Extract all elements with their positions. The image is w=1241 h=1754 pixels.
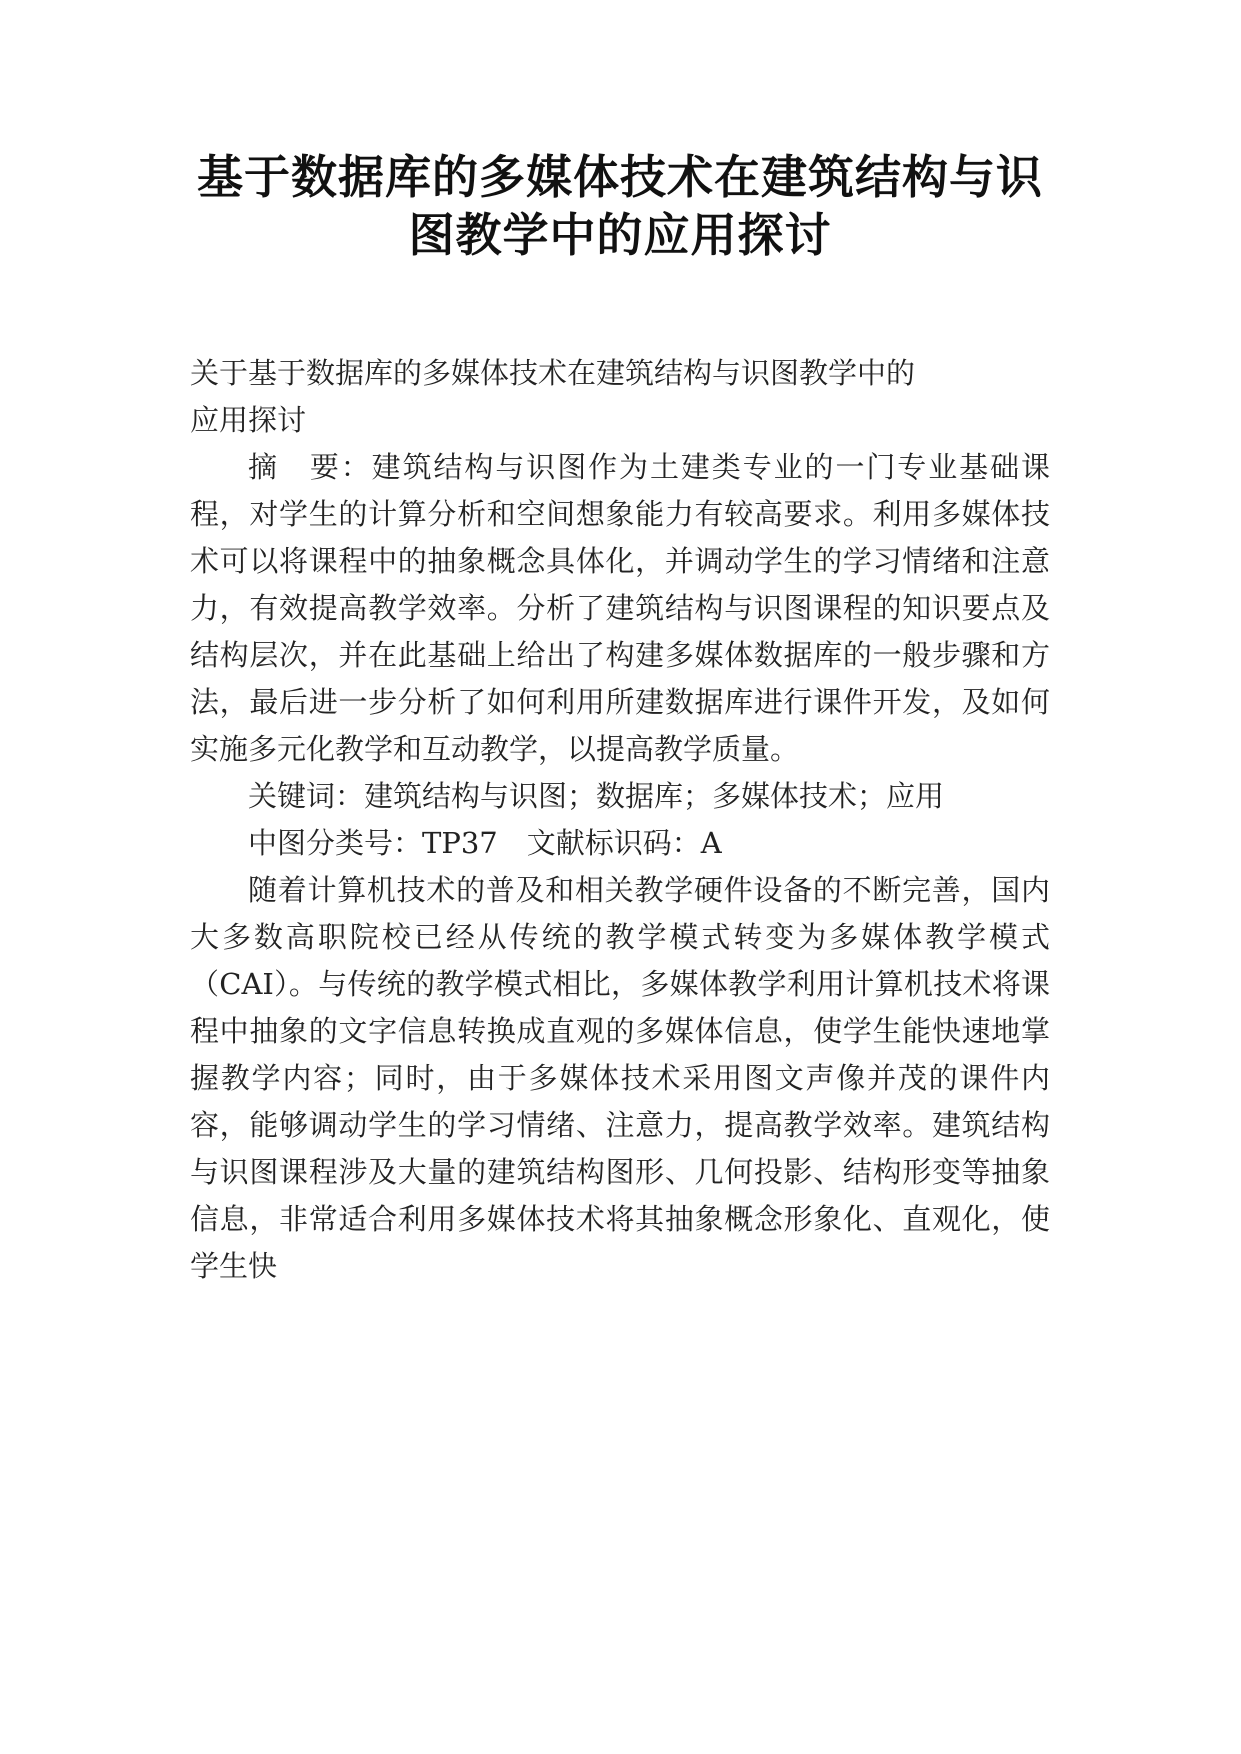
- document-body: [190, 350, 1050, 1290]
- document-title: [180, 148, 1060, 264]
- intro-line-1: 关于基于数据库的多媒体技术在建筑结构与识图教学中的: [190, 356, 916, 390]
- intro-title-paragraph: [190, 350, 1050, 444]
- classification-paragraph: 中图分类号：TP37 文献标识码：A: [248, 826, 722, 860]
- body-paragraph: 随着计算机技术的普及和相关教学硬件设备的不断完善，国内大多数高职院校已经从传统的教学模式转变为多媒体教学模式（CAI）。与传统的教学模式相比，多媒体教学利用计算机技术将课程中抽象的文字信息转换成直观的多媒体信息，使学生能快速地掌握教学内容；同时，由于多媒体技术采用图文声像并茂的课件内容，能够调动学生的学习情绪、注意力，提高教学效率。建筑结构与识图课程涉及大量的建筑结构图形、几何投影、结构形变等抽象信息，非常适合利用多媒体技术将其抽象概念形象化、直观化，使学生快: [190, 873, 1050, 1283]
- title-line-2: 图教学中的应用探讨: [408, 208, 832, 262]
- intro-line-2: 应用探讨: [190, 403, 307, 437]
- keywords-paragraph: 关键词：建筑结构与识图；数据库；多媒体技术；应用: [248, 779, 945, 813]
- title-line-1: 基于数据库的多媒体技术在建筑结构与识: [197, 150, 1043, 204]
- abstract-paragraph: 摘 要：建筑结构与识图作为土建类专业的一门专业基础课程，对学生的计算分析和空间想象能力有较高要求。利用多媒体技术可以将课程中的抽象概念具体化，并调动学生的学习情绪和注意力，有效提高教学效率。分析了建筑结构与识图课程的知识要点及结构层次，并在此基础上给出了构建多媒体数据库的一般步骤和方法，最后进一步分析了如何利用所建数据库进行课件开发，及如何实施多元化教学和互动教学，以提高教学质量。: [190, 450, 1050, 766]
